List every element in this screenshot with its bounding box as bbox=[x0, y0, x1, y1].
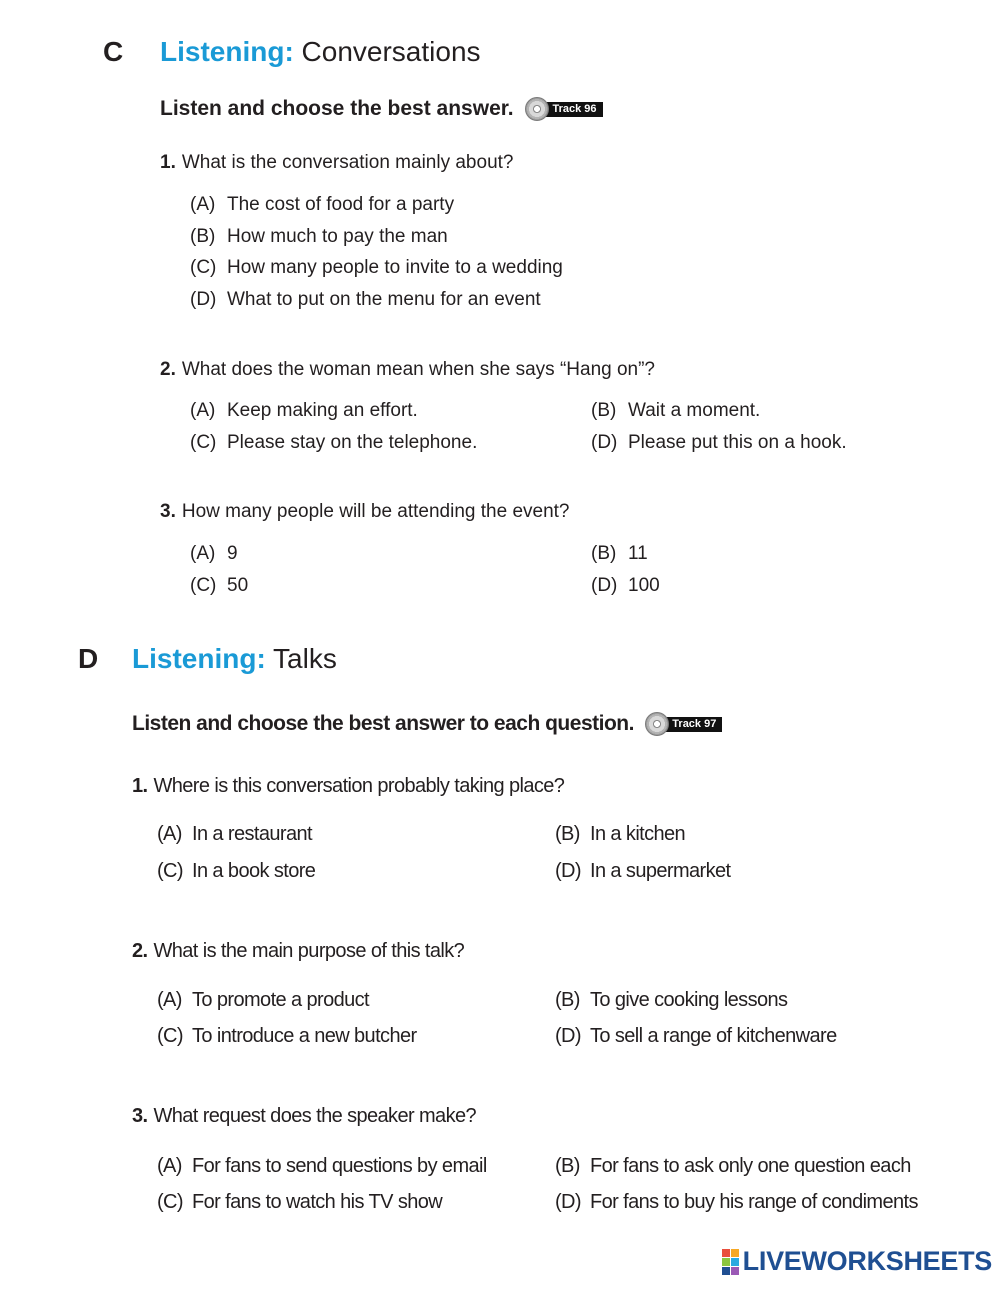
audio-disc-icon bbox=[525, 97, 549, 121]
option-label: (D) bbox=[591, 432, 618, 453]
option-d2-b[interactable] bbox=[555, 989, 787, 1012]
option-c3-c[interactable] bbox=[190, 575, 248, 597]
track-label: Track 97 bbox=[660, 717, 722, 732]
liveworksheets-brand: LIVEWORKSHEETS bbox=[742, 1246, 992, 1276]
option-label: (D) bbox=[190, 289, 217, 310]
option-c2-a[interactable] bbox=[190, 400, 418, 422]
option-text: To promote a product bbox=[192, 989, 369, 1011]
option-text: For fans to watch his TV show bbox=[192, 1191, 443, 1213]
option-text: In a supermarket bbox=[590, 860, 731, 882]
option-c1-b[interactable] bbox=[190, 226, 448, 248]
option-label: (A) bbox=[157, 1155, 182, 1177]
option-text: How many people to invite to a wedding bbox=[227, 257, 563, 278]
liveworksheets-logo-icon bbox=[722, 1249, 739, 1275]
section-d-title-rest: Talks bbox=[273, 643, 337, 674]
option-label: (D) bbox=[555, 1025, 581, 1047]
option-text: Keep making an effort. bbox=[227, 400, 418, 421]
section-d-title bbox=[132, 643, 337, 675]
option-d3-a[interactable] bbox=[157, 1155, 487, 1178]
question-text: What is the main purpose of this talk? bbox=[153, 940, 465, 962]
option-d1-d[interactable] bbox=[555, 860, 730, 883]
option-label: (A) bbox=[157, 989, 182, 1011]
option-label: (B) bbox=[591, 400, 617, 421]
option-d3-b[interactable] bbox=[555, 1155, 911, 1178]
option-d1-c[interactable] bbox=[157, 860, 315, 883]
option-text: In a kitchen bbox=[590, 823, 686, 845]
option-c3-a[interactable] bbox=[190, 543, 238, 565]
option-text: For fans to buy his range of condiments bbox=[590, 1191, 918, 1213]
question-number: 3. bbox=[160, 501, 176, 522]
option-d2-d[interactable] bbox=[555, 1025, 837, 1048]
option-text: To give cooking lessons bbox=[590, 989, 788, 1011]
option-text: 50 bbox=[227, 575, 249, 596]
question-number: 2. bbox=[160, 359, 176, 380]
audio-disc-icon bbox=[645, 712, 669, 736]
option-d3-d[interactable] bbox=[555, 1191, 918, 1214]
option-c2-c[interactable] bbox=[190, 432, 477, 454]
section-c-question-2 bbox=[160, 359, 655, 381]
liveworksheets-footer[interactable] bbox=[722, 1246, 992, 1277]
section-d-track-badge[interactable] bbox=[645, 712, 722, 736]
option-label: (A) bbox=[157, 823, 182, 845]
option-c1-d[interactable] bbox=[190, 289, 541, 311]
question-text: What request does the speaker make? bbox=[153, 1105, 477, 1127]
section-d-instruction-text: Listen and choose the best answer to each question. bbox=[132, 712, 634, 735]
option-text: The cost of food for a party bbox=[227, 194, 455, 215]
question-number: 2. bbox=[132, 940, 148, 962]
option-label: (A) bbox=[190, 194, 216, 215]
option-label: (B) bbox=[555, 989, 580, 1011]
section-c-question-3 bbox=[160, 501, 570, 523]
option-text: What to put on the menu for an event bbox=[227, 289, 541, 310]
option-d1-b[interactable] bbox=[555, 823, 685, 846]
option-text: In a book store bbox=[192, 860, 316, 882]
section-d-question-2 bbox=[132, 940, 464, 963]
option-d1-a[interactable] bbox=[157, 823, 312, 846]
option-d3-c[interactable] bbox=[157, 1191, 442, 1214]
option-d2-a[interactable] bbox=[157, 989, 369, 1012]
option-label: (C) bbox=[157, 860, 183, 882]
option-label: (A) bbox=[190, 543, 216, 564]
section-d-question-3 bbox=[132, 1105, 476, 1128]
option-text: For fans to ask only one question each bbox=[590, 1155, 911, 1177]
track-label: Track 96 bbox=[540, 102, 602, 117]
option-d2-c[interactable] bbox=[157, 1025, 417, 1048]
option-label: (A) bbox=[190, 400, 216, 421]
option-text: In a restaurant bbox=[192, 823, 312, 845]
question-number: 1. bbox=[160, 152, 176, 173]
section-c-question-1 bbox=[160, 152, 513, 174]
option-label: (C) bbox=[190, 432, 217, 453]
option-label: (C) bbox=[157, 1191, 183, 1213]
option-text: Wait a moment. bbox=[628, 400, 761, 421]
option-label: (B) bbox=[555, 823, 580, 845]
question-number: 1. bbox=[132, 775, 148, 797]
section-c-track-badge[interactable] bbox=[525, 97, 602, 121]
option-label: (D) bbox=[555, 1191, 581, 1213]
option-c1-a[interactable] bbox=[190, 194, 454, 216]
option-c1-c[interactable] bbox=[190, 257, 563, 279]
option-c3-d[interactable] bbox=[591, 575, 660, 597]
option-label: (B) bbox=[591, 543, 617, 564]
question-text: How many people will be attending the event? bbox=[181, 501, 570, 522]
option-label: (C) bbox=[190, 575, 217, 596]
option-label: (D) bbox=[591, 575, 618, 596]
option-text: For fans to send questions by email bbox=[192, 1155, 487, 1177]
section-c-title bbox=[160, 36, 481, 68]
question-text: What is the conversation mainly about? bbox=[181, 152, 514, 173]
option-text: Please stay on the telephone. bbox=[227, 432, 478, 453]
option-label: (C) bbox=[157, 1025, 183, 1047]
option-label: (D) bbox=[555, 860, 581, 882]
option-text: To sell a range of kitchenware bbox=[590, 1025, 837, 1047]
option-label: (B) bbox=[190, 226, 216, 247]
question-number: 3. bbox=[132, 1105, 148, 1127]
option-text: 100 bbox=[628, 575, 660, 596]
option-label: (B) bbox=[555, 1155, 580, 1177]
option-label: (C) bbox=[190, 257, 217, 278]
option-text: 11 bbox=[628, 543, 648, 564]
section-d-instruction bbox=[132, 712, 722, 736]
option-text: Please put this on a hook. bbox=[628, 432, 847, 453]
section-c-instruction-text: Listen and choose the best answer. bbox=[160, 97, 514, 120]
question-text: Where is this conversation probably taking place? bbox=[153, 775, 565, 797]
question-text: What does the woman mean when she says “Hang on”? bbox=[181, 359, 656, 380]
option-text: 9 bbox=[227, 543, 238, 564]
section-c-title-bold: Listening: bbox=[160, 36, 294, 67]
section-c-title-rest: Conversations bbox=[301, 36, 481, 67]
option-text: How much to pay the man bbox=[227, 226, 448, 247]
option-c2-d[interactable] bbox=[591, 432, 847, 454]
section-d-letter: D bbox=[78, 643, 99, 674]
section-c-letter: C bbox=[103, 36, 124, 67]
section-d-title-bold: Listening: bbox=[132, 643, 266, 674]
option-text: To introduce a new butcher bbox=[192, 1025, 417, 1047]
option-c3-b[interactable] bbox=[591, 543, 648, 565]
section-c-instruction bbox=[160, 97, 603, 121]
section-d-question-1 bbox=[132, 775, 564, 798]
option-c2-b[interactable] bbox=[591, 400, 760, 422]
